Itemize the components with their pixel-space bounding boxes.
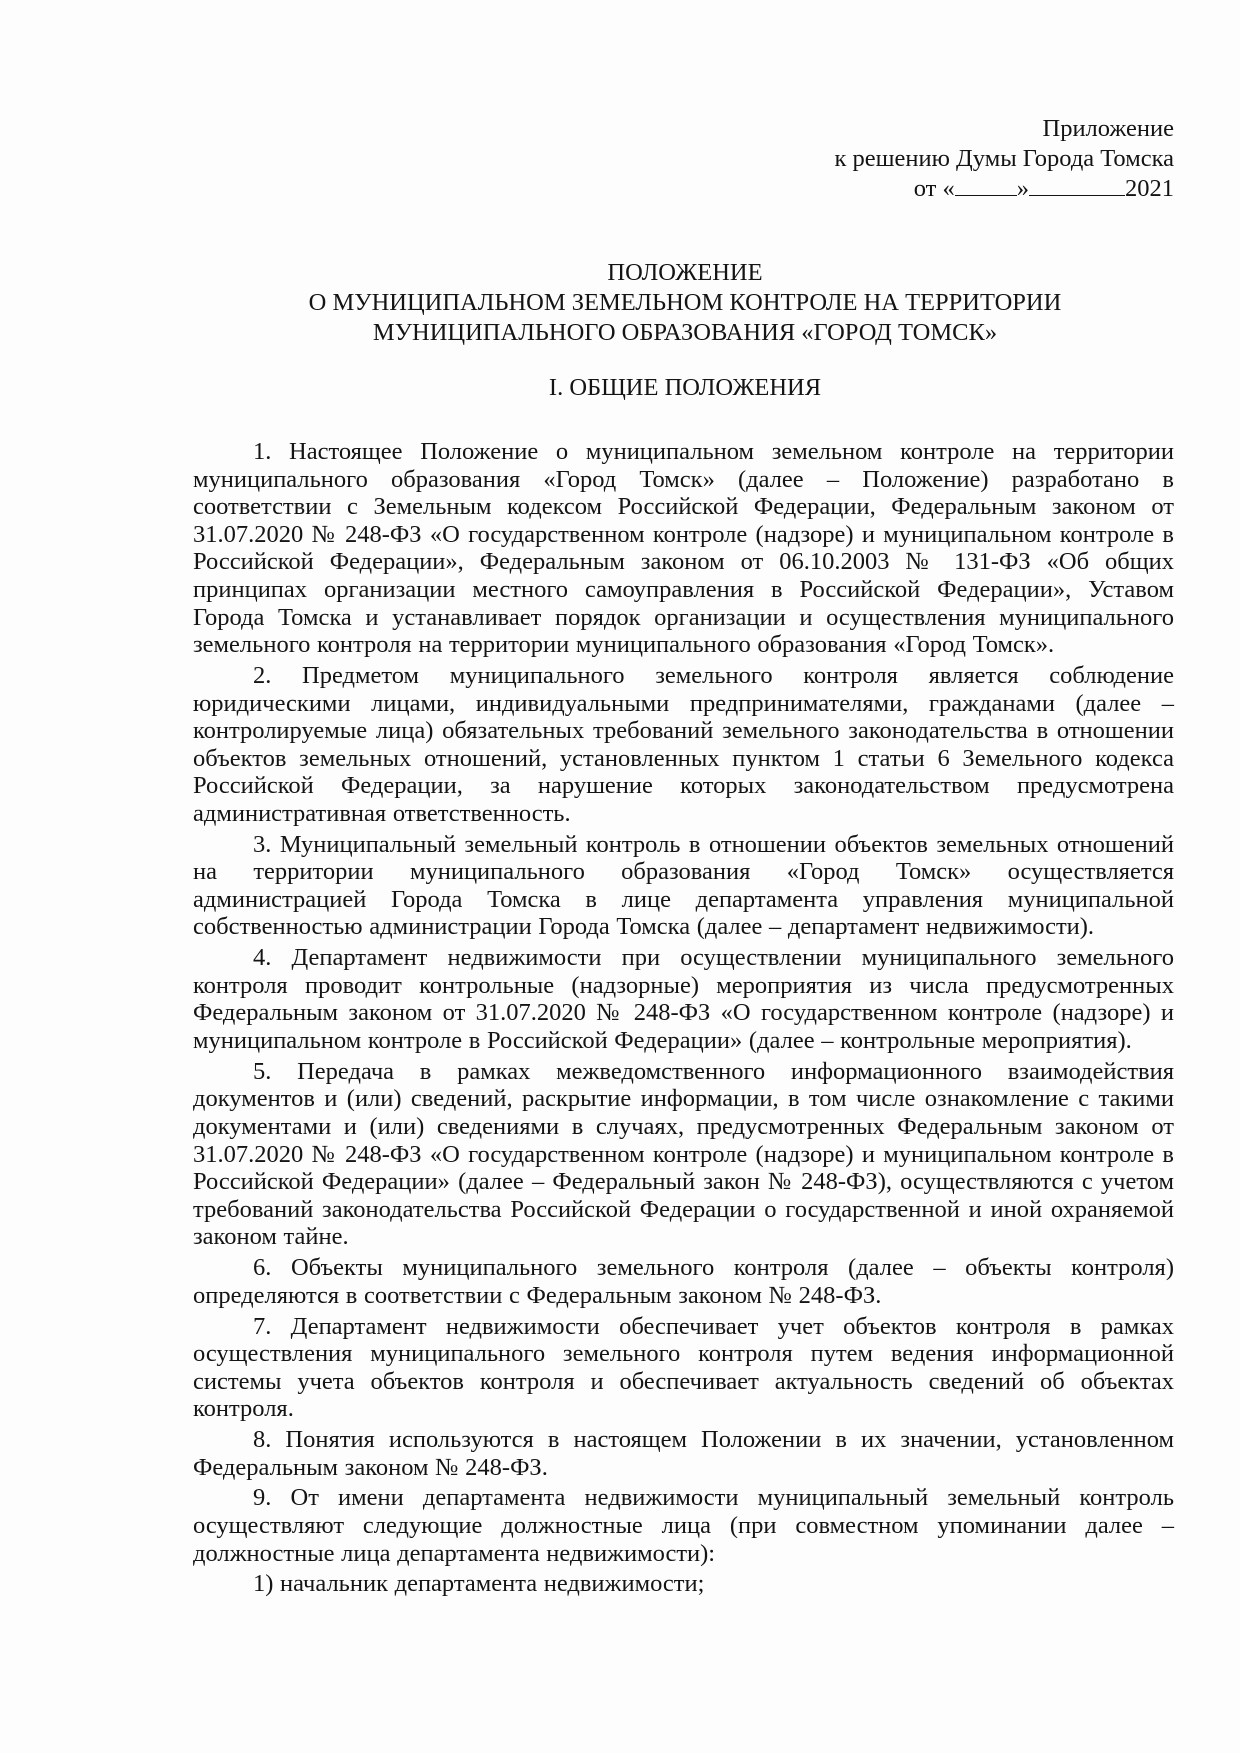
attachment-label: Приложение (1042, 115, 1174, 142)
section-heading: I. ОБЩИЕ ПОЛОЖЕНИЯ (548, 374, 822, 401)
paragraph-7: 7. Департамент недвижимости обеспечивает учет объектов контроля в рамках осуществления муниципального земельного контроля путем ведения информационной системы учета объектов контроля и обеспечивает актуальность сведений об объектах контроля. (193, 1312, 1174, 1423)
paragraph-5: 5. Передача в рамках межведомственного информационного взаимодействия документов и (или) сведений, раскрытие информации, в том числе ознакомление с такими документами и (или) сведениями в случаях, предусмотренных Федеральным законом от 31.07.2020 № 248-ФЗ «О государственном контроле (надзоре) и муниципальном контроле в Российской Федерации» (далее – Федеральный закон № 248-ФЗ), осуществляются с учетом требований законодательства Российской Федерации о государственной и иной охраняемой законом тайне. (193, 1057, 1174, 1251)
title-line-1: ПОЛОЖЕНИЕ (607, 259, 763, 286)
attachment-date-line (835, 174, 1174, 204)
list-item-1: 1) начальник департамента недвижимости; (253, 1570, 705, 1598)
document-title (186, 258, 1184, 348)
day-blank (955, 177, 1017, 196)
paragraph-6: 6. Объекты муниципального земельного контроля (далее – объекты контроля) определяются в соответствии с Федеральным законом № 248-ФЗ. (193, 1254, 1174, 1309)
date-prefix: от « (913, 175, 955, 202)
date-year: 2021 (1125, 175, 1174, 202)
date-mid: » (1016, 175, 1029, 202)
paragraph-2: 2. Предметом муниципального земельного контроля является соблюдение юридическими лицами, индивидуальными предпринимателями, гражданами (далее – контролируемые лица) обязательных требований земельного законодательства в отношении объектов земельных отношений, установленных пунктом 1 статьи 6 Земельного кодекса Российской Федерации, за нарушение которых законодательством предусмотрена административная ответственность. (193, 661, 1174, 827)
paragraph-4: 4. Департамент недвижимости при осуществлении муниципального земельного контроля проводит контрольные (надзорные) мероприятия из числа предусмотренных Федеральным законом от 31.07.2020 № 248-ФЗ «О государственном контроле (надзоре) и муниципальном контроле в Российской Федерации» (далее – контрольные мероприятия). (193, 944, 1174, 1055)
paragraph-8: 8. Понятия используются в настоящем Положении в их значении, установленном Федеральным законом № 248-ФЗ. (193, 1426, 1174, 1481)
month-blank (1029, 177, 1125, 196)
paragraph-9: 9. От имени департамента недвижимости муниципальный земельный контроль осуществляют следующие должностные лица (при совместном упоминании далее – должностные лица департамента недвижимости): (193, 1484, 1174, 1567)
attachment-decision-reference: к решению Думы Города Томска (834, 145, 1174, 172)
title-line-2: О МУНИЦИПАЛЬНОМ ЗЕМЕЛЬНОМ КОНТРОЛЕ НА ТЕРРИТОРИИ (308, 289, 1062, 316)
document-body (193, 438, 1174, 1601)
paragraph-1: 1. Настоящее Положение о муниципальном земельном контроле на территории муниципального образования «Город Томск» (далее – Положение) разработано в соответствии с Земельным кодексом Российской Федерации, Федеральным законом от 31.07.2020 № 248-ФЗ «О государственном контроле (надзоре) и муниципальном контроле в Российской Федерации», Федеральным законом от 06.10.2003 № 131-ФЗ «Об общих принципах организации местного самоуправления в Российской Федерации», Уставом Города Томска и устанавливает порядок организации и осуществления муниципального земельного контроля на территории муниципального образования «Город Томск». (193, 438, 1174, 659)
title-line-3: МУНИЦИПАЛЬНОГО ОБРАЗОВАНИЯ «ГОРОД ТОМСК» (372, 319, 998, 346)
attachment-block (835, 114, 1174, 204)
paragraph-3: 3. Муниципальный земельный контроль в отношении объектов земельных отношений на территории муниципального образования «Город Томск» осуществляется администрацией Города Томска в лице департамента управления муниципальной собственностью администрации Города Томска (далее – департамент недвижимости). (193, 830, 1174, 941)
